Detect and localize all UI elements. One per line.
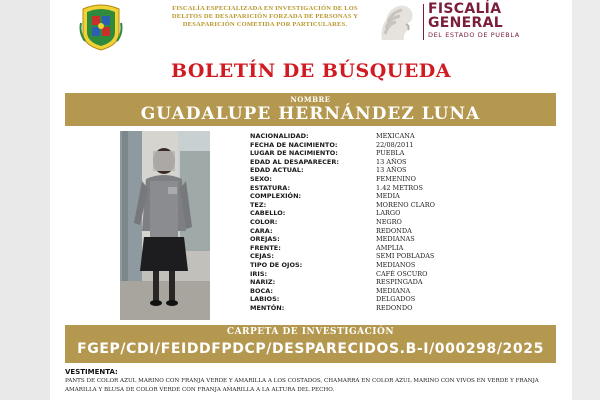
- attribute-label: ESTATURA:: [250, 183, 291, 192]
- person-name: GUADALUPE HERNÁNDEZ LUNA: [140, 104, 481, 124]
- case-file-band: [65, 325, 556, 363]
- attribute-row: [250, 201, 550, 210]
- attribute-row: [250, 304, 550, 313]
- attribute-row: [250, 227, 550, 236]
- attribute-label: BOCA:: [250, 286, 274, 295]
- attribute-label: NARIZ:: [250, 278, 276, 287]
- attribute-value: 1.42 METROS: [376, 183, 423, 192]
- attribute-label: EDAD AL DESAPARECER:: [250, 157, 339, 166]
- attribute-row: [250, 235, 550, 244]
- attribute-value: LARGO: [376, 209, 401, 218]
- attribute-row: [250, 252, 550, 261]
- attribute-row: [250, 287, 550, 296]
- attribute-value: 22/08/2011: [376, 140, 414, 149]
- fiscalia-profile-logo-icon: [376, 2, 418, 44]
- right-margin: [572, 0, 600, 400]
- attribute-value: 13 AÑOS: [376, 157, 407, 166]
- clothing-label: VESTIMENTA:: [65, 368, 118, 376]
- attribute-value: 13 AÑOS: [376, 166, 407, 175]
- attribute-label: FRENTE:: [250, 243, 281, 252]
- attribute-label: LABIOS:: [250, 295, 280, 304]
- attribute-label: CARA:: [250, 226, 273, 235]
- attribute-row: [250, 278, 550, 287]
- attribute-row: [250, 192, 550, 201]
- case-file-number: FGEP/CDI/FEIDDFPDCP/DESPARECIDOS.B-I/000298/2025: [77, 341, 544, 357]
- attribute-value: REDONDA: [376, 226, 412, 235]
- attribute-label: COMPLEXIÓN:: [250, 192, 302, 201]
- attribute-value: MEXICANA: [376, 132, 415, 140]
- attribute-label: COLOR:: [250, 217, 278, 226]
- attribute-label: LUGAR DE NACIMIENTO:: [250, 149, 338, 158]
- attribute-row: [250, 166, 550, 175]
- attribute-label: TEZ:: [250, 200, 267, 209]
- name-label: NOMBRE: [290, 95, 331, 104]
- person-photo: [120, 131, 210, 320]
- brand-divider: [423, 4, 424, 40]
- attribute-label: EDAD ACTUAL:: [250, 166, 304, 175]
- attribute-row: [250, 175, 550, 184]
- agency-name: FISCALÍA ESPECIALIZADA EN INVESTIGACIÓN DE LOS DELITOS DE DESAPARICIÓN FORZADA DE PERSONAS Y DESAPARICIÓN COMETIDA POR PARTICULARES.: [171, 5, 359, 28]
- clothing-description: PANTS DE COLOR AZUL MARINO CON FRANJA VERDE Y AMARILLA A LOS COSTADOS, CHAMARRA EN COLOR AZUL MARINO CON VIVOS EN VERDE Y FRANJA AMARILLA Y BLUSA DE COLOR VERDE CON FRANJA AMARILLA A LA ALTURA DEL PECHO.: [65, 378, 539, 393]
- case-file-label: CARPETA DE INVESTIGACIÓN: [226, 327, 395, 337]
- attribute-label: CABELLO:: [250, 209, 286, 218]
- attribute-row: [250, 261, 550, 270]
- attribute-row: [250, 270, 550, 279]
- puebla-state-seal-icon: [79, 3, 123, 51]
- attribute-value: REDONDO: [376, 303, 413, 312]
- attribute-value: MEDIANA: [376, 286, 411, 295]
- bulletin-title: BOLETÍN DE BÚSQUEDA: [170, 60, 452, 82]
- attribute-value: NEGRO: [376, 217, 402, 226]
- attribute-value: AMPLIA: [376, 243, 404, 252]
- attribute-label: MENTÓN:: [250, 303, 285, 312]
- attribute-row: [250, 149, 550, 158]
- attribute-value: MORENO CLARO: [376, 200, 435, 209]
- attribute-row: [250, 218, 550, 227]
- attribute-label: IRIS:: [250, 269, 268, 278]
- attribute-row: [250, 184, 550, 193]
- search-bulletin-document: [50, 0, 572, 400]
- brand-line-general: GENERAL: [428, 15, 503, 31]
- attribute-row: [250, 141, 550, 150]
- attribute-row: [250, 132, 550, 141]
- attribute-value: MEDIANAS: [376, 235, 415, 244]
- attribute-value: MEDIA: [376, 192, 400, 201]
- attribute-label: NACIONALIDAD:: [250, 132, 309, 140]
- attribute-value: MEDIANOS: [376, 260, 416, 269]
- attribute-row: [250, 209, 550, 218]
- attribute-value: PUEBLA: [376, 149, 405, 158]
- attribute-row: [250, 244, 550, 253]
- brand-title: [428, 2, 503, 30]
- attribute-value: FEMENINO: [376, 174, 416, 183]
- attribute-row: [250, 295, 550, 304]
- attribute-label: OREJAS:: [250, 235, 280, 244]
- attribute-value: RESPINGADA: [376, 278, 423, 287]
- brand-subtitle: DEL ESTADO DE PUEBLA: [428, 31, 520, 39]
- attribute-label: SEXO:: [250, 174, 273, 183]
- left-margin: [0, 0, 50, 400]
- attributes-list: [250, 132, 550, 312]
- attribute-value: DELGADOS: [376, 295, 416, 304]
- attribute-label: TIPO DE OJOS:: [250, 260, 303, 269]
- name-band: [65, 93, 556, 126]
- attribute-value: CAFÉ OSCURO: [376, 269, 428, 278]
- brand-line-fiscalia: FISCALÍA: [428, 1, 502, 17]
- attribute-label: CEJAS:: [250, 252, 274, 261]
- attribute-label: FECHA DE NACIMIENTO:: [250, 140, 338, 149]
- attribute-value: SEMI POBLADAS: [376, 252, 435, 261]
